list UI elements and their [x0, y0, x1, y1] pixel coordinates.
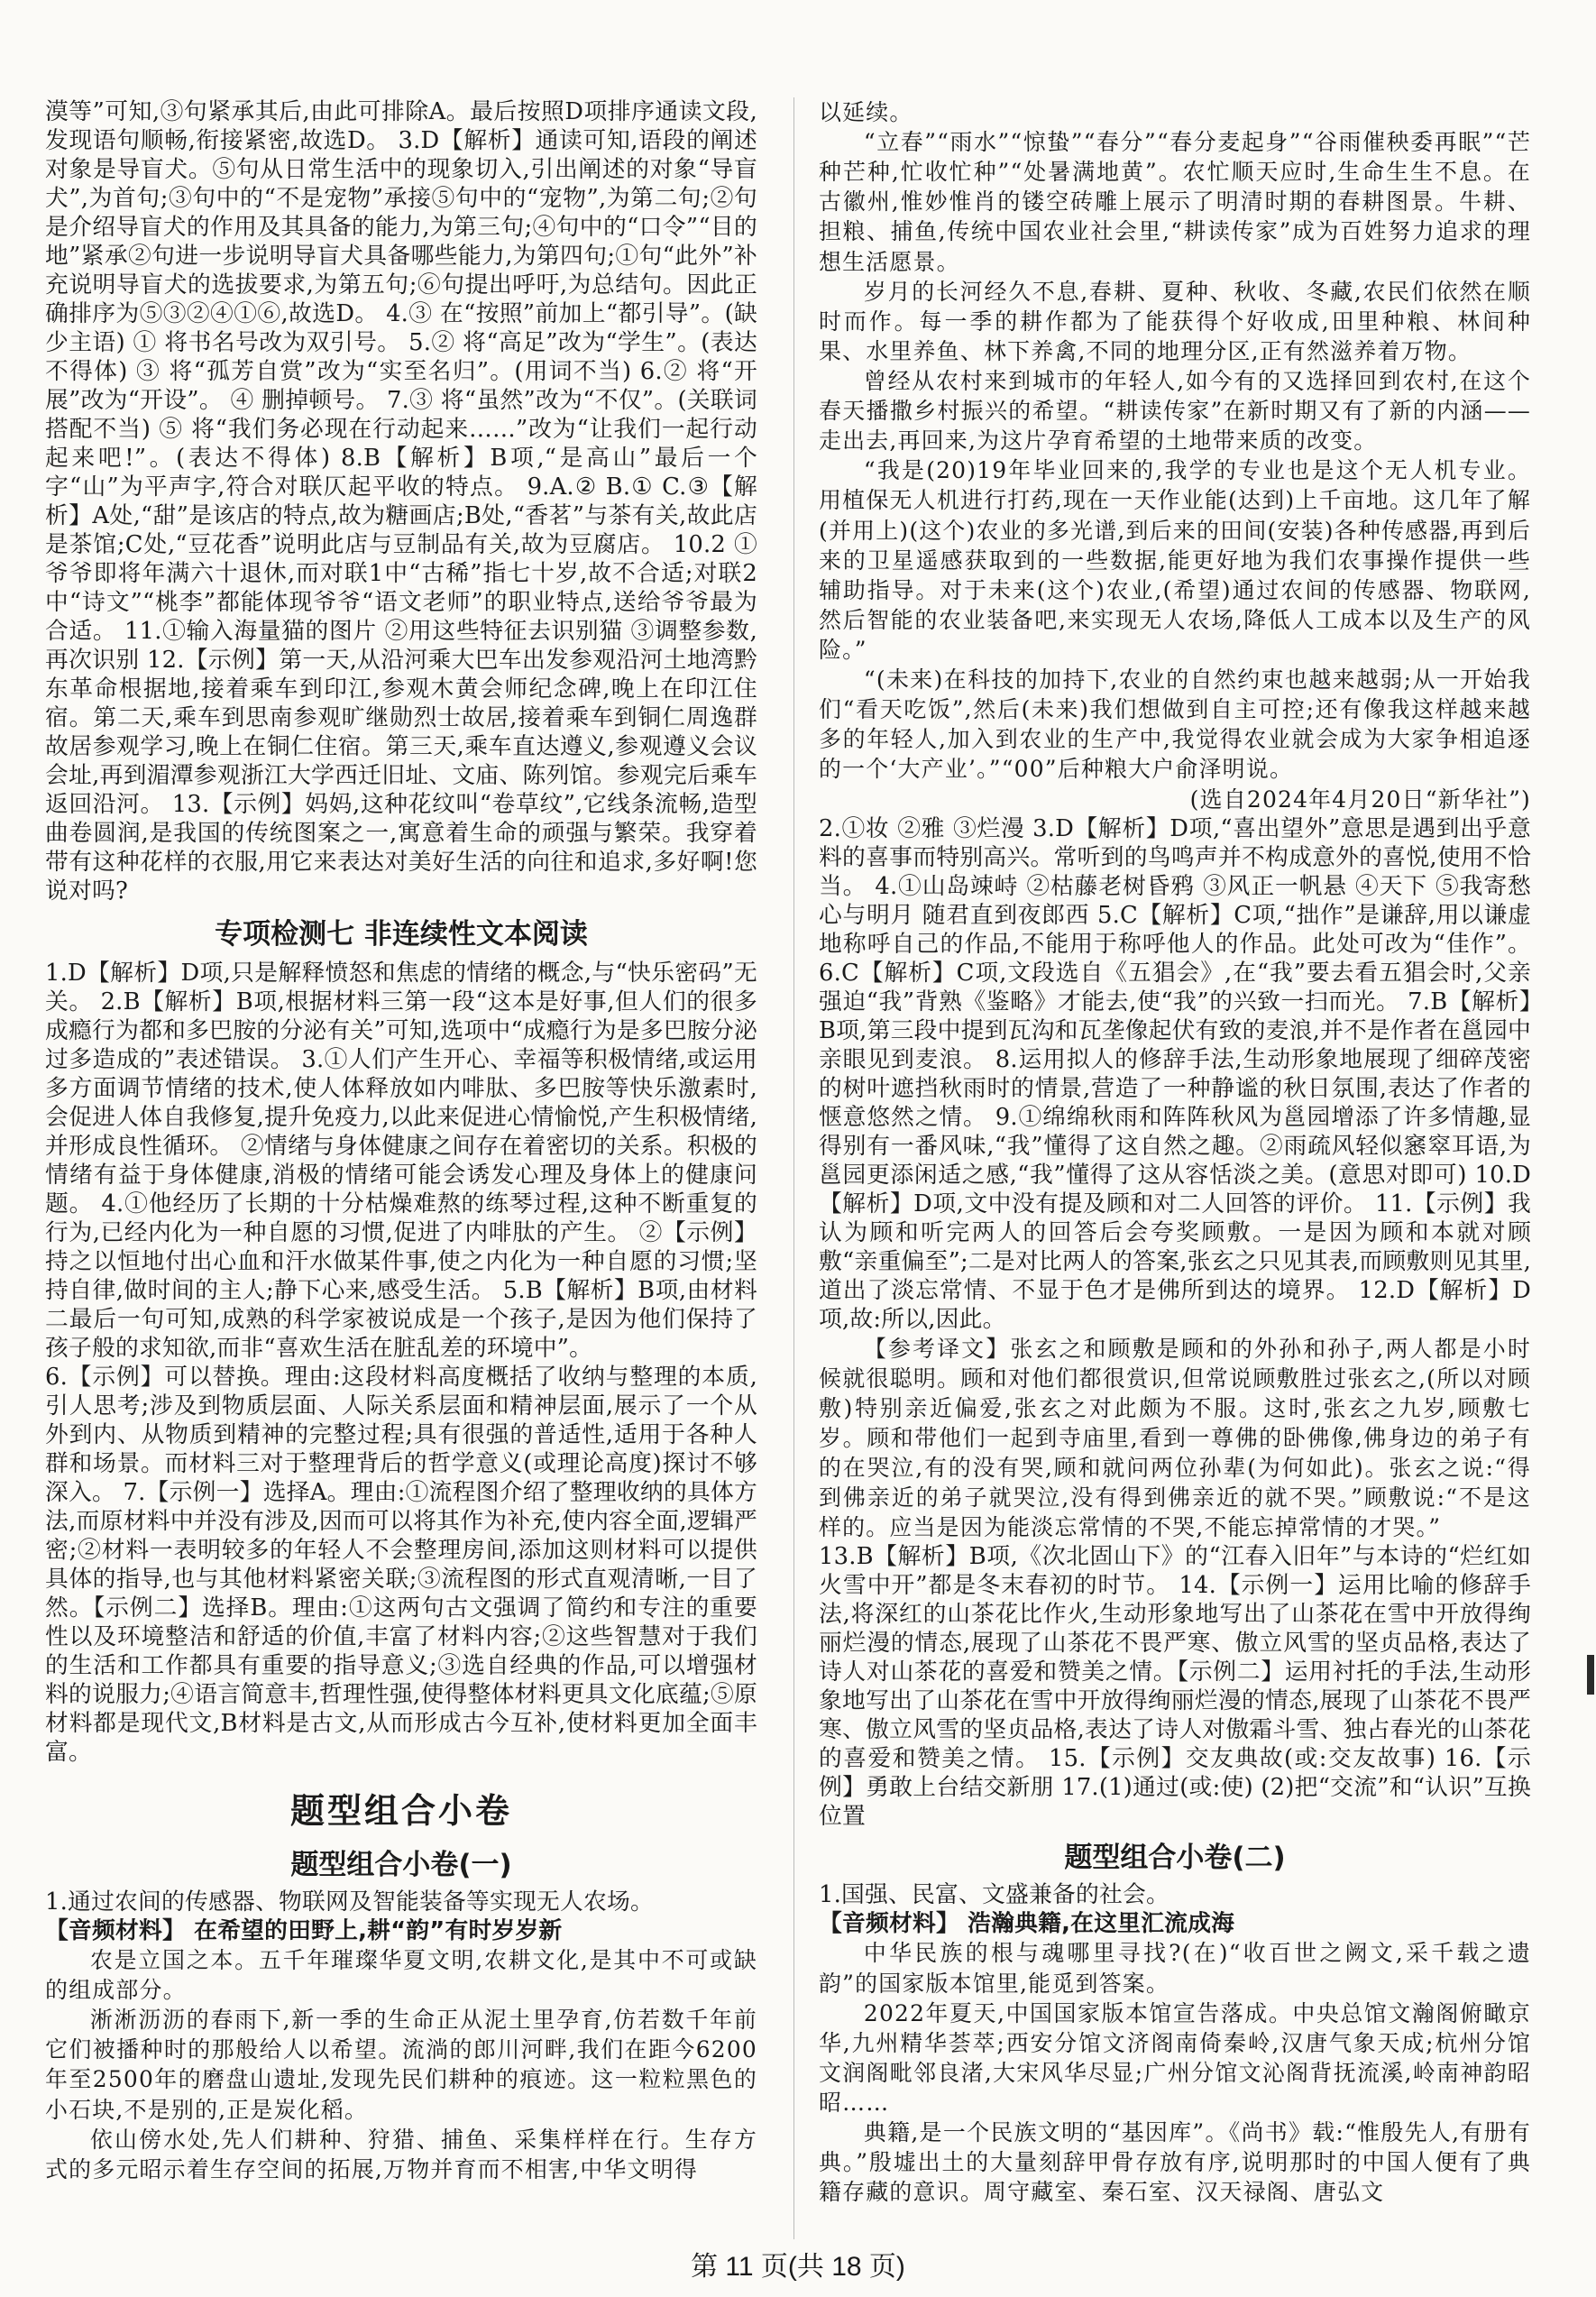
answer-block-4: 1.通过农间的传感器、物联网及智能装备等实现无人农场。: [45, 1888, 654, 1916]
prose-paragraph: 依山傍水处,先人们耕种、狩猎、捕鱼、采集样样在行。生存方式的多元昭示着生存空间的拓展,万物并育而不相害,中华文明得: [45, 2126, 757, 2182]
answer-block-7: 1.国强、民富、文盛兼备的社会。: [819, 1881, 1169, 1909]
column-divider: [793, 97, 794, 2239]
prose-paragraph: 中华民族的根与魂哪里寻找?(在)“收百世之阙文,采千载之遗韵”的国家版本馆里,能觅到答案。: [819, 1940, 1531, 1997]
left-column: [45, 97, 757, 2184]
prose-paragraph: “立春”“雨水”“惊蛰”“春分”“春分麦起身”“谷雨催秧委再眠”“芒种芒种,忙收忙种”“处暑满地黄”。农忙顺天应时,生命生生不息。在古徽州,惟妙惟肖的镂空砖雕上展示了明清时期的春耕图景。牛耕、担粮、捕鱼,传统中国农业社会里,“耕读传家”成为百姓努力追求的理想生活愿景。: [819, 129, 1531, 275]
prose-paragraph: 曾经从农村来到城市的年轻人,如今有的又选择回到农村,在这个春天播撒乡村振兴的希望。“耕读传家”在新时期又有了新的内涵——走出去,再回来,为这片孕育希望的土地带来质的改变。: [819, 367, 1531, 455]
answer-block-6: 13.B【解析】B项,《次北固山下》的“江春入旧年”与本诗的“烂红如火雪中开”都是冬末春初的时节。 14.【示例一】运用比喻的修辞手法,将深红的山茶花比作火,生动形象地写出了山茶花在雪中开放得绚丽烂漫的情态,展现了山茶花不畏严寒、傲立风雪的坚贞品格,表达了诗人对山茶花的喜爱和赞美之情。【示例二】运用衬托的手法,生动形象地写出了山茶花在雪中开放得绚丽烂漫的情态,展现了山茶花不畏严寒、傲立风雪的坚贞品格,表达了诗人对傲霜斗雪、独占春光的山茶花的喜爱和赞美之情。 15.【示例】交友典故(或:交友故事) 16.【示例】勇敢上台结交新朋 17.(1)通过(或:使) (2)把“交流”和“认识”互换位置: [819, 1543, 1531, 1831]
answer-block-1: 漠等”可知,③句紧承其后,由此可排除A。最后按照D项排序通读文段,发现语句顺畅,衔接紧密,故选D。 3.D【解析】通读可知,语段的阐述对象是导盲犬。⑤句从日常生活中的现象切入,引出阐述的对象“导盲犬”,为首句;③句中的“不是宠物”承接⑤句中的“宠物”,为第二句;②句是介绍导盲犬的作用及其具备的能力,为第三句;④句中的“口令”“目的地”紧承②句进一步说明导盲犬具备哪些能力,为第四句;①句“此外”补充说明导盲犬的选拔要求,为第五句;⑥句提出呼吁,为总结句。因此正确排序为⑤③②④①⑥,故选D。 4.③ 在“按照”前加上“都引导”。(缺少主语) ① 将书名号改为双引号。 5.② 将“高足”改为“学生”。(表达不得体) ③ 将“孤芳自赏”改为“实至名归”。(用词不当) 6.② 将“开展”改为“开设”。 ④ 删掉顿号。 7.③ 将“虽然”改为“不仅”。(关联词搭配不当) ⑤ 将“我们务必现在行动起来……”改为“让我们一起行动起来吧!”。(表达不得体) 8.B【解析】B项,“是高山”最后一个字“山”为平声字,符合对联仄起平收的特点。 9.A.② B.① C.③【解析】A处,“甜”是该店的特点,故为糖画店;B处,“香茗”与茶有关,故此店是茶馆;C处,“豆花香”说明此店与豆制品有关,故为豆腐店。 10.2 ①爷爷即将年满六十退休,而对联1中“古稀”指七十岁,故不合适;对联2中“诗文”“桃李”都能体现爷爷“语文老师”的职业特点,送给爷爷最为合适。 11.①输入海量猫的图片 ②用这些特征去识别猫 ③调整参数,再次识别 12.【示例】第一天,从沿河乘大巴车出发参观沿河土地湾黔东革命根据地,接着乘车到印江,参观木黄会师纪念碑,晚上在印江住宿。第二天,乘车到思南参观旷继勋烈士故居,接着乘车到铜仁周逸群故居参观学习,晚上在铜仁住宿。第三天,乘车直达遵义,参观遵义会议会址,再到湄潭参观浙江大学西迁旧址、文庙、陈列馆。参观完后乘车返回沿河。 13.【示例】妈妈,这种花纹叫“卷草纹”,它线条流畅,造型曲卷圆润,是我国的传统图案之一,寓意着生命的顽强与繁荣。我穿着带有这种花样的衣服,用它来表达对美好生活的向往和追求,多好啊!您说对吗?: [45, 98, 757, 905]
prose-paragraph: 农是立国之本。五千年璀璨华夏文明,农耕文化,是其中不可或缺的组成部分。: [45, 1947, 757, 2004]
prose-paragraph: 典籍,是一个民族文明的“基因库”。《尚书》载:“惟殷先人,有册有典。”殷墟出土的大量刻辞甲骨存放有序,说明那时的中国人便有了典籍存藏的意识。周守藏室、秦石室、汉天禄阁、唐弘文: [819, 2119, 1531, 2206]
answer-block-2: 1.D【解析】D项,只是解释愤怒和焦虑的情绪的概念,与“快乐密码”无关。 2.B【解析】B项,根据材料三第一段“这本是好事,但人们的很多成瘾行为都和多巴胺的分泌有关”可知,选项中“成瘾行为是多巴胺分泌过多造成的”表述错误。 3.①人们产生开心、幸福等积极情绪,或运用多方面调节情绪的技术,使人体释放如内啡肽、多巴胺等快乐激素时,会促进人体自我修复,提升免疫力,以此来促进心情愉悦,产生积极情绪,并形成良性循环。 ②情绪与身体健康之间存在着密切的关系。积极的情绪有益于身体健康,消极的情绪可能会诱发心理及身体上的健康问题。 4.①他经历了长期的十分枯燥难熬的练琴过程,这种不断重复的行为,已经内化为一种自愿的习惯,促进了内啡肽的产生。 ②【示例】持之以恒地付出心血和汗水做某件事,使之内化为一种自愿的习惯;坚持自律,做时间的主人;静下心来,感受生活。 5.B【解析】B项,由材料二最后一句可知,成熟的科学家被说成是一个孩子,是因为他们保持了孩子般的求知欲,而非“喜欢生活在脏乱差的环境中”。: [45, 960, 757, 1362]
audio-material-heading-1: 【音频材料】 在希望的田野上,耕“韵”有时岁岁新: [45, 1917, 563, 1944]
page-edge-tab: [1587, 1655, 1594, 1695]
right-column: [819, 97, 1531, 2207]
prose-paragraph: 以延续。: [819, 99, 913, 125]
reference-translation: 【参考译文】张玄之和顾敷是顾和的外孙和孙子,两人都是小时候就很聪明。顾和对他们都很赏识,但常说顾敷胜过张玄之,(所以对顾敷)特别亲近偏爱,张玄之对此颇为不服。这时,张玄之九岁,顾敷七岁。顾和带他们一起到寺庙里,看到一尊佛的卧佛像,佛身边的弟子有的在哭泣,有的没有哭,顾和就问两位孙辈(为何如此)。张玄之说:“得到佛亲近的弟子就哭泣,没有得到佛亲近的就不哭。”顾敷说:“不是这样的。应当是因为能淡忘常情的不哭,不能忘掉常情的才哭。”: [819, 1335, 1531, 1541]
prose-paragraph: “我是(20)19年毕业回来的,我学的专业也是这个无人机专业。用植保无人机进行打药,现在一天作业能(达到)上千亩地。这几年了解(并用上)(这个)农业的多光谱,到后来的田间(安装)各种传感器,再到后来的卫星遥感获取到的一些数据,能更好地为我们农事操作提供一些辅助指导。对于未来(这个)农业,(希望)通过农间的传感器、物联网,然后智能的农业装备吧,来实现无人农场,降低人工成本以及生产的风险。”: [819, 457, 1531, 663]
prose-paragraph: “(未来)在科技的加持下,农业的自然约束也越来越弱;从一开始我们“看天吃饭”,然后(未来)我们想做到自主可控;还有像我这样越来越多的年轻人,加入到农业的生产中,我觉得农业就会成为大家争相追逐的一个‘大产业’。”“00”后种粮大户俞泽明说。: [819, 666, 1531, 783]
combo-papers-title: 题型组合小卷: [289, 1791, 512, 1831]
answer-block-3: 6.【示例】可以替换。理由:这段材料高度概括了收纳与整理的本质,引人思考;涉及到物质层面、人际关系层面和精神层面,展示了一个从外到内、从物质到精神的完整过程;具有很强的普适性,适用于各种人群和场景。而材料三对于整理背后的哲学意义(或理论高度)探讨不够深入。 7.【示例一】选择A。理由:①流程图介绍了整理收纳的具体方法,而原材料中并没有涉及,因而可以将其作为补充,使内容全面,逻辑严密;②材料一表明较多的年轻人不会整理房间,添加这则材料可以提供具体的指导,也与其他材料紧密关联;③流程图的形式直观清晰,一目了然。【示例二】选择B。理由:①这两句古文强调了简约和专注的重要性以及环境整洁和舒适的价值,丰富了材料内容;②这些智慧对于我们的生活和工作都具有重要的指导意义;③选自经典的作品,可以增强材料的说服力;④语言简意丰,哲理性强,使得整体材料更具文化底蕴;⑤原材料都是现代文,B材料是古文,从而形成古今互补,使材料更加全面丰富。: [45, 1364, 757, 1766]
prose-paragraph: 岁月的长河经久不息,春耕、夏种、秋收、冬藏,农民们依然在顺时而作。每一季的耕作都为了能获得个好收成,田里种粮、林间种果、水里养鱼、林下养禽,不同的地理分区,正有然滋养着万物。: [819, 278, 1531, 364]
source-citation: (选自2024年4月20日“新华社”): [1189, 786, 1531, 813]
combo-paper-2-title: 题型组合小卷(二): [1064, 1842, 1286, 1875]
prose-paragraph: 2022年夏天,中国国家版本馆宣告落成。中央总馆文瀚阁俯瞰京华,九州精华荟萃;西安分馆文济阁南倚秦岭,汉唐气象天成;杭州分馆文润阁毗邻良渚,大宋风华尽显;广州分馆文沁阁背抚流溪,岭南神韵昭昭……: [819, 1999, 1531, 2116]
audio-material-heading-2: 【音频材料】 浩瀚典籍,在这里汇流成海: [819, 1910, 1235, 1938]
prose-paragraph: 淅淅沥沥的春雨下,新一季的生命正从泥土里孕育,仿若数千年前它们被播种时的那般给人以希望。流淌的郎川河畔,我们在距今6200年至2500年的磨盘山遗址,发现先民们耕种的痕迹。这一粒粒黑色的小石块,不是别的,正是炭化稻。: [45, 2007, 757, 2123]
answer-block-5: 2.①妆 ②雅 ③烂漫 3.D【解析】D项,“喜出望外”意思是遇到出乎意料的喜事而特别高兴。常听到的鸟鸣声并不构成意外的喜悦,使用不恰当。 4.①山岛竦峙 ②枯藤老树昏鸦 ③风正一帆悬 ④天下 ⑤我寄愁心与明月 随君直到夜郎西 5.C【解析】C项,“拙作”是谦辞,用以谦虚地称呼自己的作品,不能用于称呼他人的作品。此处可改为“佳作”。 6.C【解析】C项,文段选自《五猖会》,在“我”要去看五猖会时,父亲强迫“我”背熟《鉴略》才能去,使“我”的兴致一扫而光。 7.B【解析】B项,第三段中提到瓦沟和瓦垄像起伏有致的麦浪,并不是作者在邕园中亲眼见到麦浪。 8.运用拟人的修辞手法,生动形象地展现了细碎茂密的树叶遮挡秋雨时的情景,营造了一种静谧的秋日氛围,表达了作者的惬意悠然之情。 9.①绵绵秋雨和阵阵秋风为邕园增添了许多情趣,显得别有一番风味,“我”懂得了这自然之趣。②雨疏风轻似窸窣耳语,为邕园更添闲适之感,“我”懂得了这从容恬淡之美。(意思对即可) 10.D【解析】D项,文中没有提及顾和对二人回答的评价。 11.【示例】我认为顾和听完两人的回答后会夸奖顾敷。一是因为顾和本就对顾敷“亲重偏至”;二是对比两人的答案,张玄之只见其表,而顾敷则见其里,道出了淡忘常情、不显于色才是佛所到达的境界。 12.D【解析】D项,故:所以,因此。: [819, 814, 1531, 1333]
section-title-7: 专项检测七 非连续性文本阅读: [215, 918, 588, 951]
combo-paper-1-title: 题型组合小卷(一): [290, 1849, 512, 1881]
page-number: 第 11 页(共 18 页): [691, 2252, 905, 2282]
